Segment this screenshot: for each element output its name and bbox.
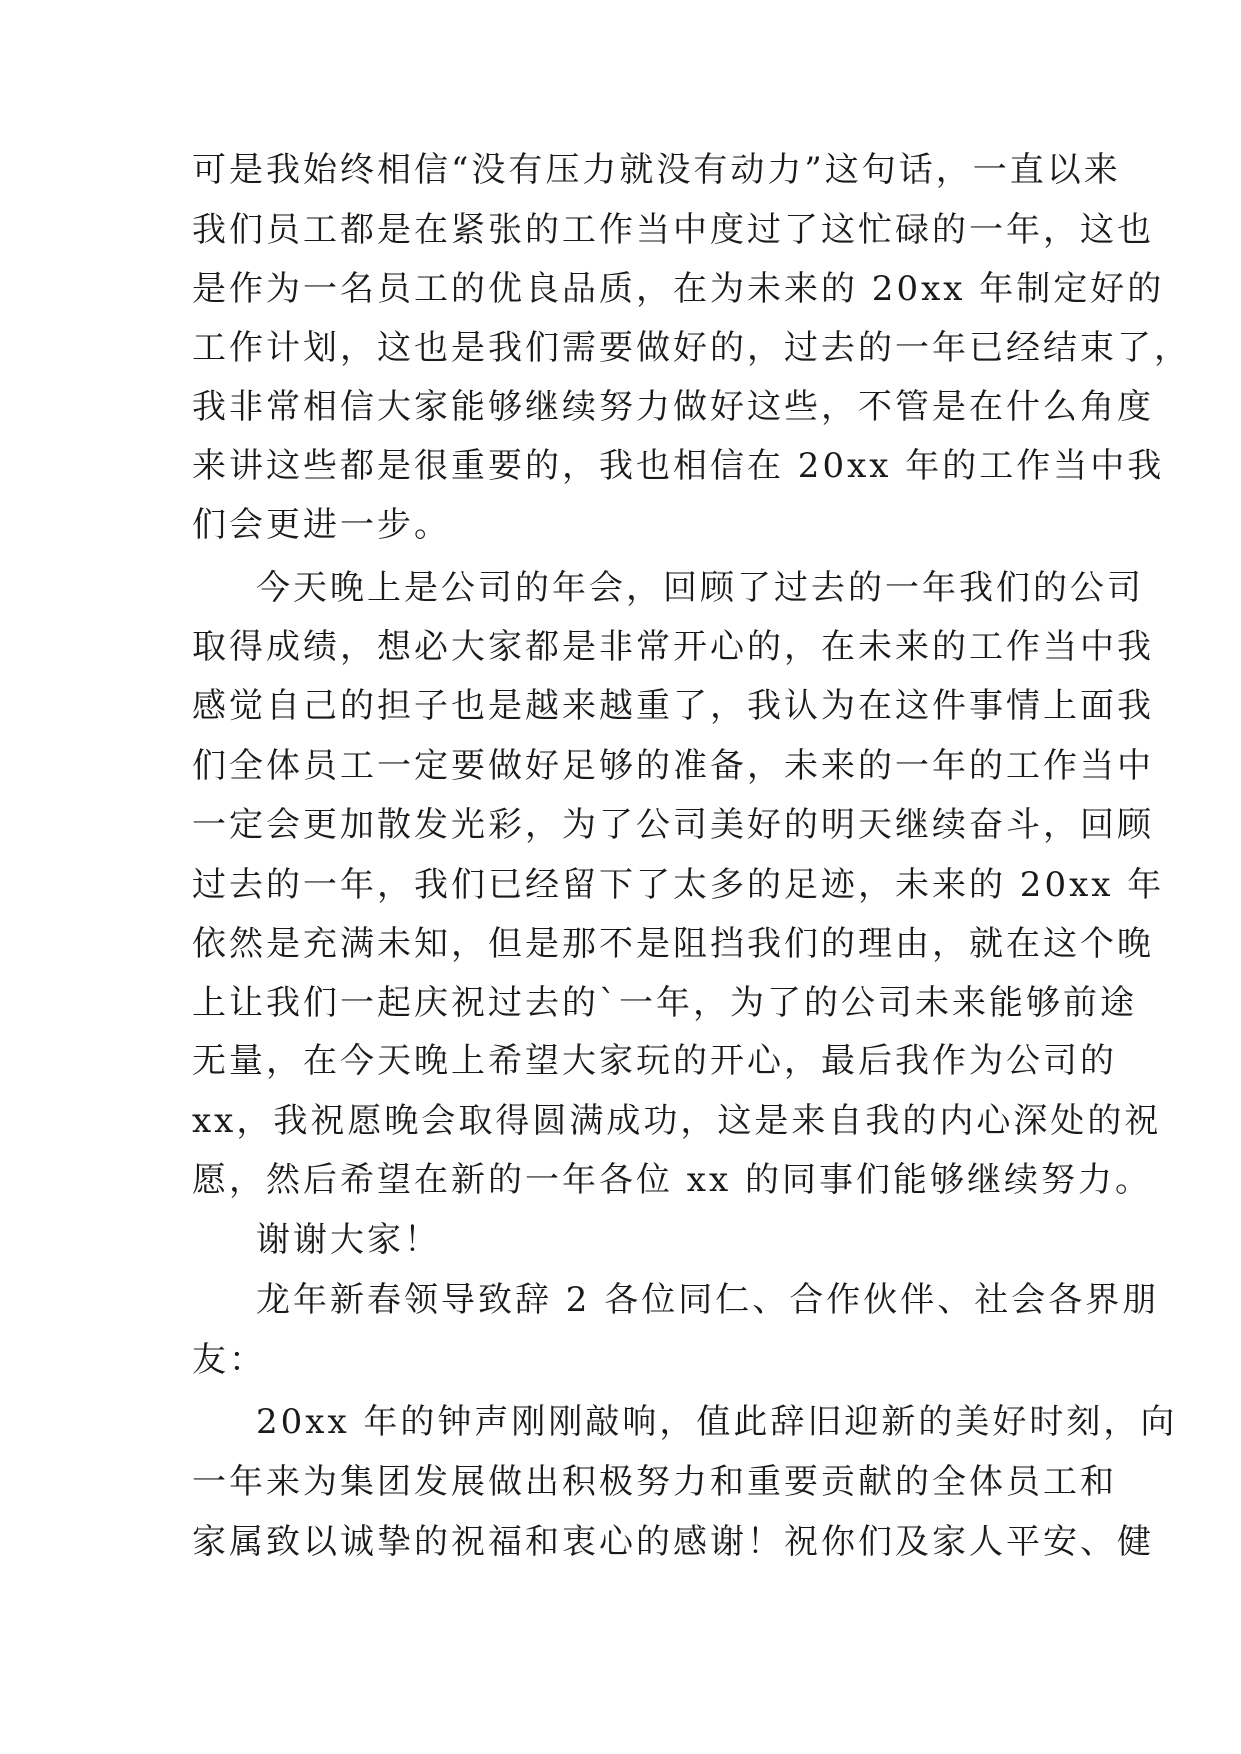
paragraph-first-line: 龙年新春领导致辞 2 各位同仁、合作伙伴、社会各界朋	[256, 1280, 1160, 1320]
paragraph-first-line: 今天晚上是公司的年会，回顾了过去的一年我们的公司	[256, 568, 1144, 608]
text-line: 我非常相信大家能够继续努力做好这些，不管是在什么角度	[192, 387, 1154, 427]
text-line: 依然是充满未知，但是那不是阻挡我们的理由，就在这个晚	[192, 924, 1154, 964]
text-line: 过去的一年，我们已经留下了太多的足迹，未来的 20xx 年	[192, 865, 1165, 905]
text-line: 工作计划，这也是我们需要做好的，过去的一年已经结束了，	[192, 328, 1191, 368]
text-line: 们会更进一步。	[192, 505, 451, 545]
text-line: 我们员工都是在紧张的工作当中度过了这忙碌的一年，这也	[192, 210, 1154, 250]
text-line: 感觉自己的担子也是越来越重了，我认为在这件事情上面我	[192, 686, 1154, 726]
text-line: 是作为一名员工的优良品质，在为未来的 20xx 年制定好的	[192, 269, 1165, 309]
text-line: xx，我祝愿晚会取得圆满成功，这是来自我的内心深处的祝	[192, 1101, 1162, 1141]
text-line: 一定会更加散发光彩，为了公司美好的明天继续奋斗，回顾	[192, 805, 1154, 845]
text-line: 取得成绩，想必大家都是非常开心的，在未来的工作当中我	[192, 627, 1154, 667]
text-line: 家属致以诚挚的祝福和衷心的感谢！祝你们及家人平安、健	[192, 1522, 1154, 1562]
text-line: 来讲这些都是很重要的，我也相信在 20xx 年的工作当中我	[192, 446, 1165, 486]
text-line: 无量，在今天晚上希望大家玩的开心，最后我作为公司的	[192, 1041, 1117, 1081]
text-line: 们全体员工一定要做好足够的准备，未来的一年的工作当中	[192, 746, 1154, 786]
text-line: 上让我们一起庆祝过去的`一年，为了的公司未来能够前途	[192, 983, 1137, 1023]
text-line: 可是我始终相信“没有压力就没有动力”这句话，一直以来	[192, 150, 1121, 190]
text-line: 友：	[192, 1340, 266, 1380]
paragraph-first-line: 20xx 年的钟声刚刚敲响，值此辞旧迎新的美好时刻，向	[256, 1402, 1178, 1442]
paragraph-first-line: 谢谢大家！	[256, 1220, 441, 1260]
text-line: 愿，然后希望在新的一年各位 xx 的同事们能够继续努力。	[192, 1160, 1152, 1200]
text-line: 一年来为集团发展做出积极努力和重要贡献的全体员工和	[192, 1462, 1117, 1502]
